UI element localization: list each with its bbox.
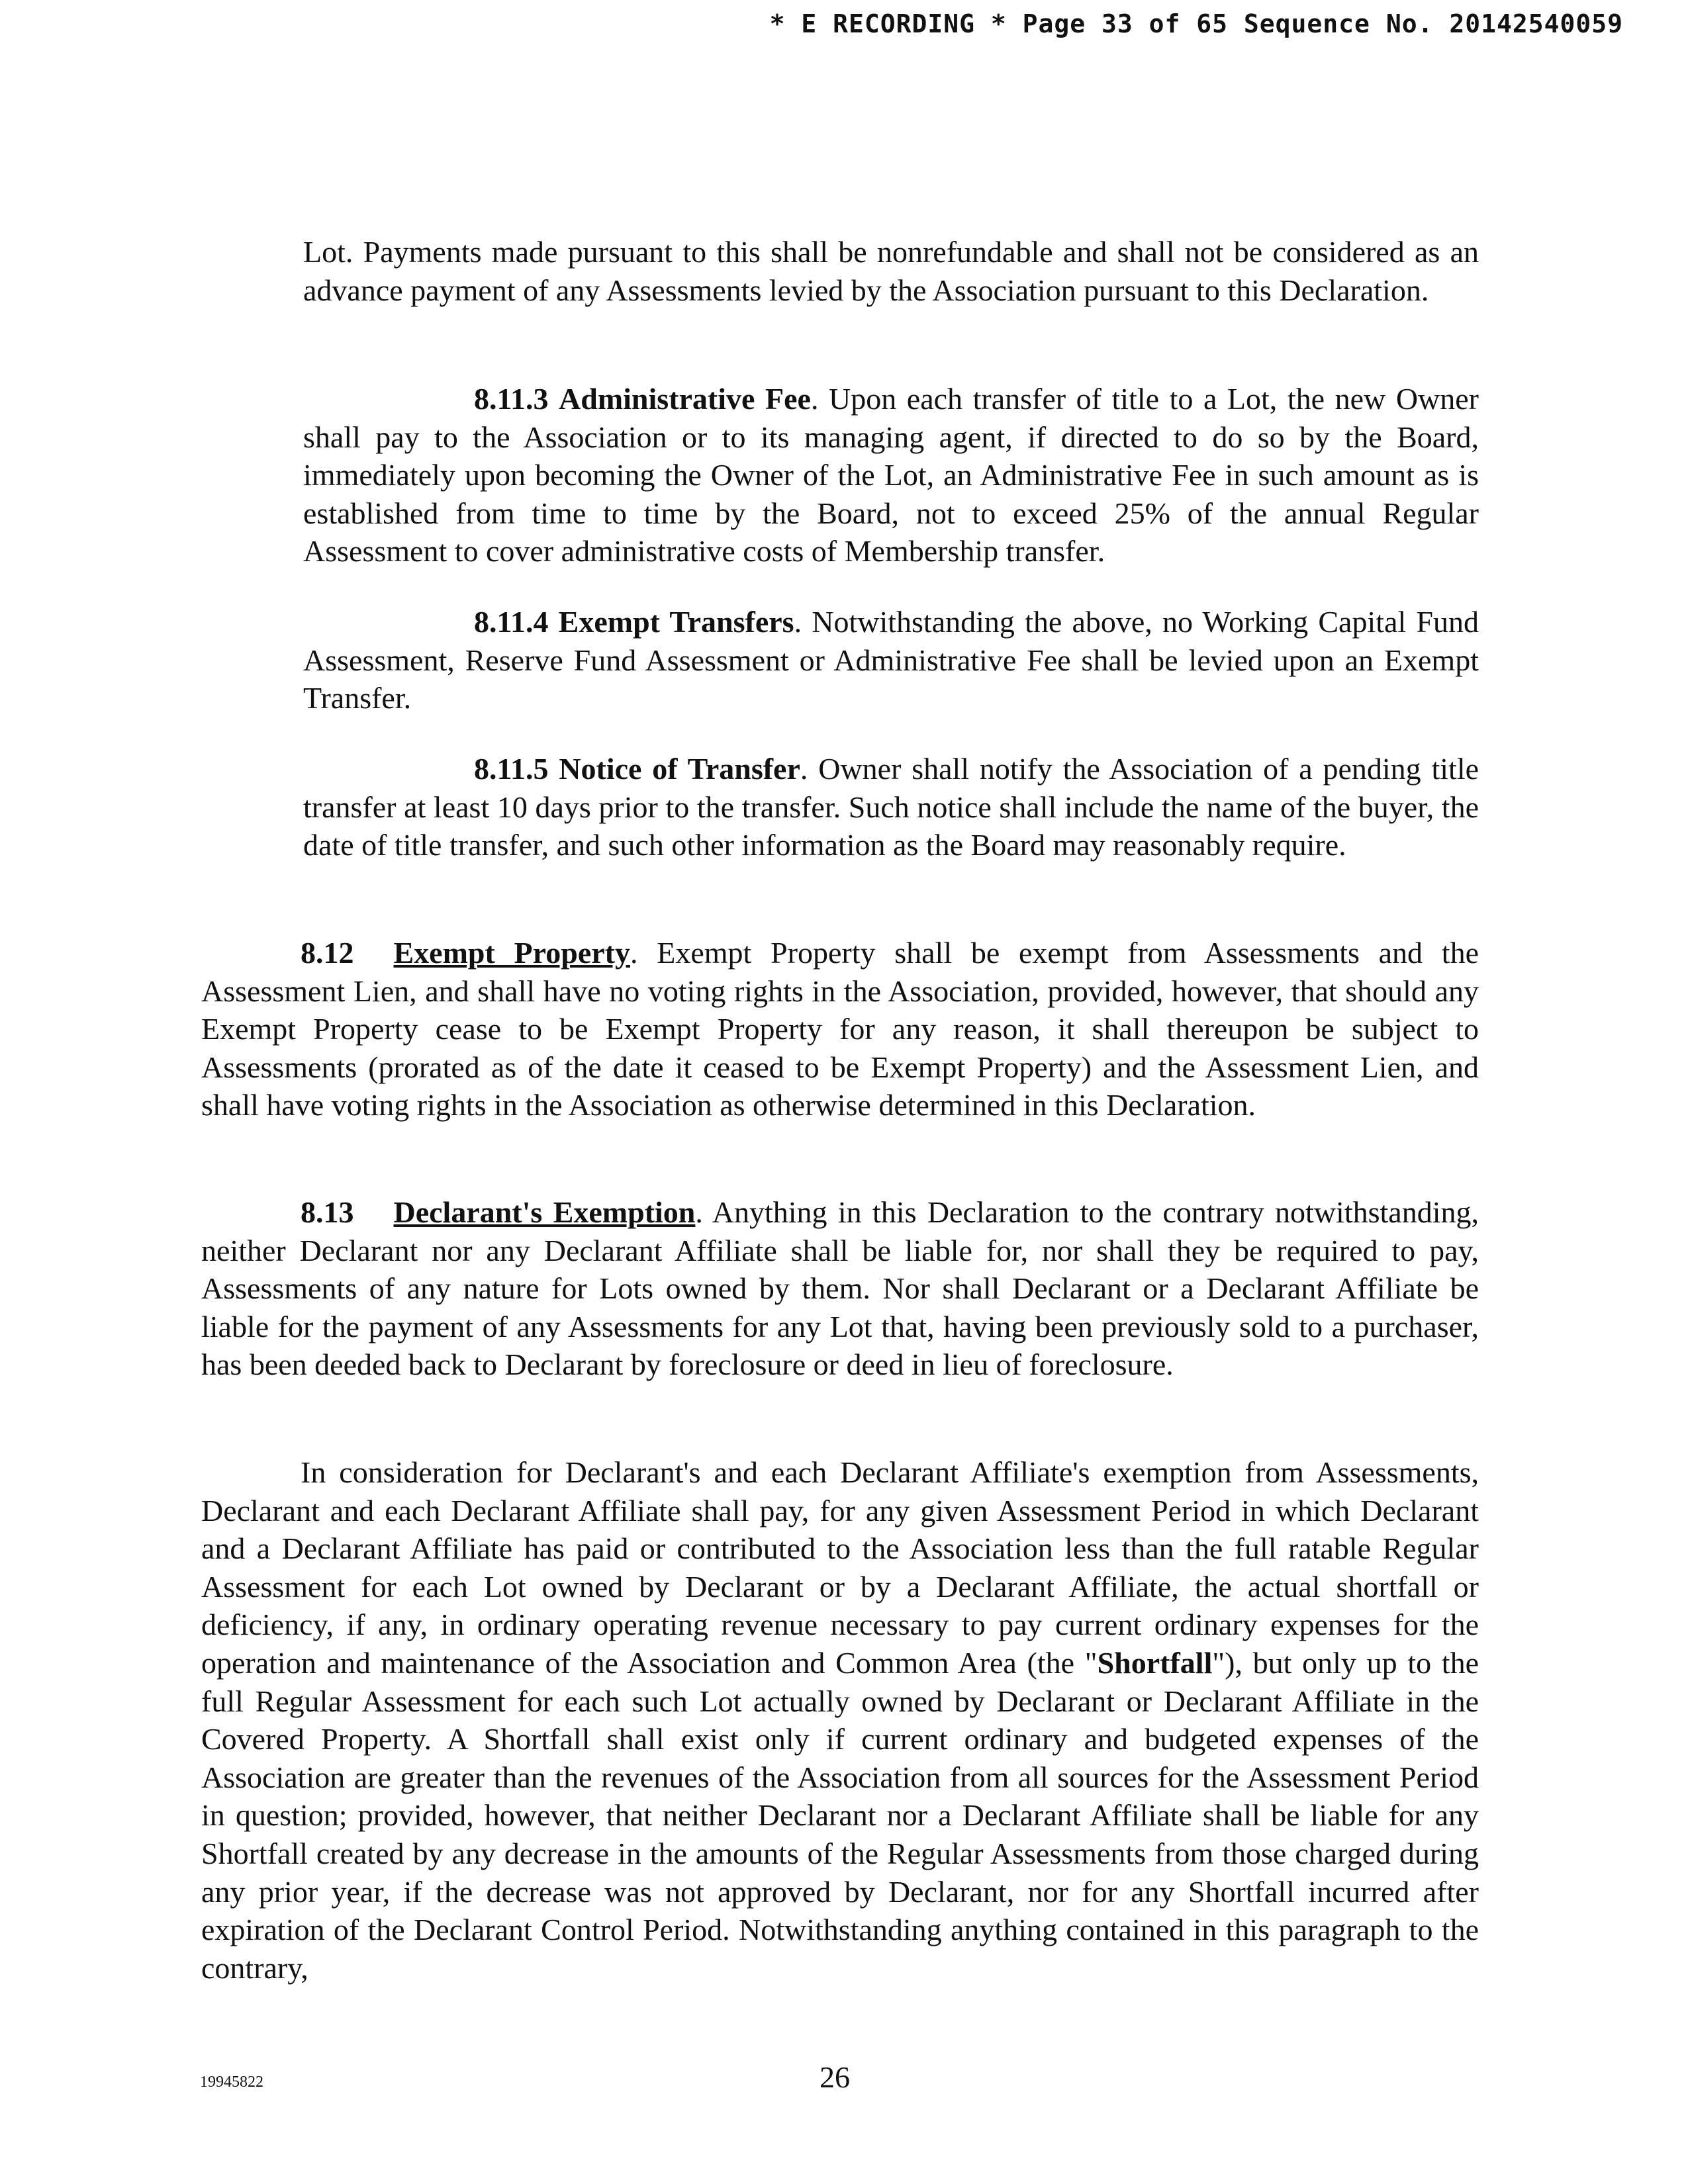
section-title: Administrative Fee <box>559 382 811 416</box>
section-number: 8.11.5 <box>474 752 549 786</box>
section-title: Exempt Property <box>393 936 630 970</box>
defined-term-shortfall: Shortfall <box>1097 1645 1213 1680</box>
paragraph-text-before: In consideration for Declarant's and each Declarant Affiliate's exemption from Assessments, Declarant and each Declarant Affiliate shall pay, for any given Assessment Period in which Declarant and a Declarant Affiliate has paid or contributed to the Association less than the full ratable Regular Assessment for each Lot owned by Declarant or by a Declarant Affiliate, the actual shortfall or deficiency, if any, in ordinary operating revenue necessary to pay current ordinary expenses for the operation and maintenance of the Association and Common Area (the " <box>201 1455 1479 1680</box>
section-title-punct: . <box>695 1195 703 1229</box>
paragraph-text-after: "), but only up to the full Regular Assessment for each such Lot actually owned by Declarant or Declarant Affiliate in the Covered Property. A Shortfall shall exist only if current ordinary and budgeted expenses of the Association are greater than the revenues of the Association from all sources for the Assessment Period in question; provided, however, that neither Declarant nor a Declarant Affiliate shall be liable for any Shortfall created by any decrease in the amounts of the Regular Assessments from those charged during any prior year, if the decrease was not approved by Declarant, nor for any Shortfall incurred after expiration of the Declarant Control Period. Notwithstanding anything contained in this paragraph to the contrary, <box>201 1645 1479 1985</box>
section-text: Upon each transfer of title to a Lot, the new Owner shall pay to the Association or to its managing agent, if directed to do so by the Board, immediately upon becoming the Owner of the Lot, an Administrative Fee in such amount as is established from time to time by the Board, not to exceed 25% of the annual Regular Assessment to cover administrative costs of Membership transfer. <box>303 382 1479 569</box>
section-text: Owner shall notify the Association of a pending title transfer at least 10 days prior to the transfer. Such notice shall include the name of the buyer, the date of title transfer, and such other information as the Board may reasonably require. <box>303 752 1479 862</box>
section-8-13 <box>201 1193 1479 1384</box>
section-text: Notwithstanding the above, no Working Capital Fund Assessment, Reserve Fund Assessment or Administrative Fee shall be levied upon an Exempt Transfer. <box>303 605 1479 715</box>
section-title-punct: . <box>810 382 819 416</box>
section-title: Notice of Transfer <box>559 752 800 786</box>
section-title: Exempt Transfers <box>558 605 794 639</box>
section-title-punct: . <box>794 605 802 639</box>
page-number: 26 <box>820 2060 850 2094</box>
recording-stamp: * E RECORDING * Page 33 of 65 Sequence No. 20142540059 <box>769 9 1623 38</box>
section-number: 8.12 <box>301 936 354 970</box>
section-number: 8.11.4 <box>474 605 549 639</box>
paragraph-lot-payments <box>303 233 1479 309</box>
paragraph-text: Lot. Payments made pursuant to this shall be nonrefundable and shall not be considered as an advance payment of any Assessments levied by the Association pursuant to this Declaration. <box>303 235 1479 307</box>
section-8-11-4 <box>303 603 1479 717</box>
paragraph-consideration <box>201 1453 1479 1987</box>
section-8-11-5 <box>303 750 1479 864</box>
section-number: 8.13 <box>301 1195 354 1229</box>
document-number: 19945822 <box>200 2073 263 2091</box>
section-8-12 <box>201 934 1479 1124</box>
section-text: Anything in this Declaration to the contrary notwithstanding, neither Declarant nor any Declarant Affiliate shall be liable for, nor shall they be required to pay, Assessments of any nature for Lots owned by them. Nor shall Declarant or a Declarant Affiliate be liable for the payment of any Assessments for any Lot that, having been previously sold to a purchaser, has been deeded back to Declarant by foreclosure or deed in lieu of foreclosure. <box>201 1195 1479 1382</box>
section-text: Exempt Property shall be exempt from Assessments and the Assessment Lien, and shall have no voting rights in the Association, provided, however, that should any Exempt Property cease to be Exempt Property for any reason, it shall thereupon be subject to Assessments (prorated as of the date it ceased to be Exempt Property) and the Assessment Lien, and shall have voting rights in the Association as otherwise determined in this Declaration. <box>201 936 1479 1122</box>
section-8-11-3 <box>303 380 1479 570</box>
section-title-punct: . <box>630 936 638 970</box>
section-number: 8.11.3 <box>474 382 549 416</box>
section-title-punct: . <box>800 752 808 786</box>
section-title: Declarant's Exemption <box>393 1195 696 1229</box>
